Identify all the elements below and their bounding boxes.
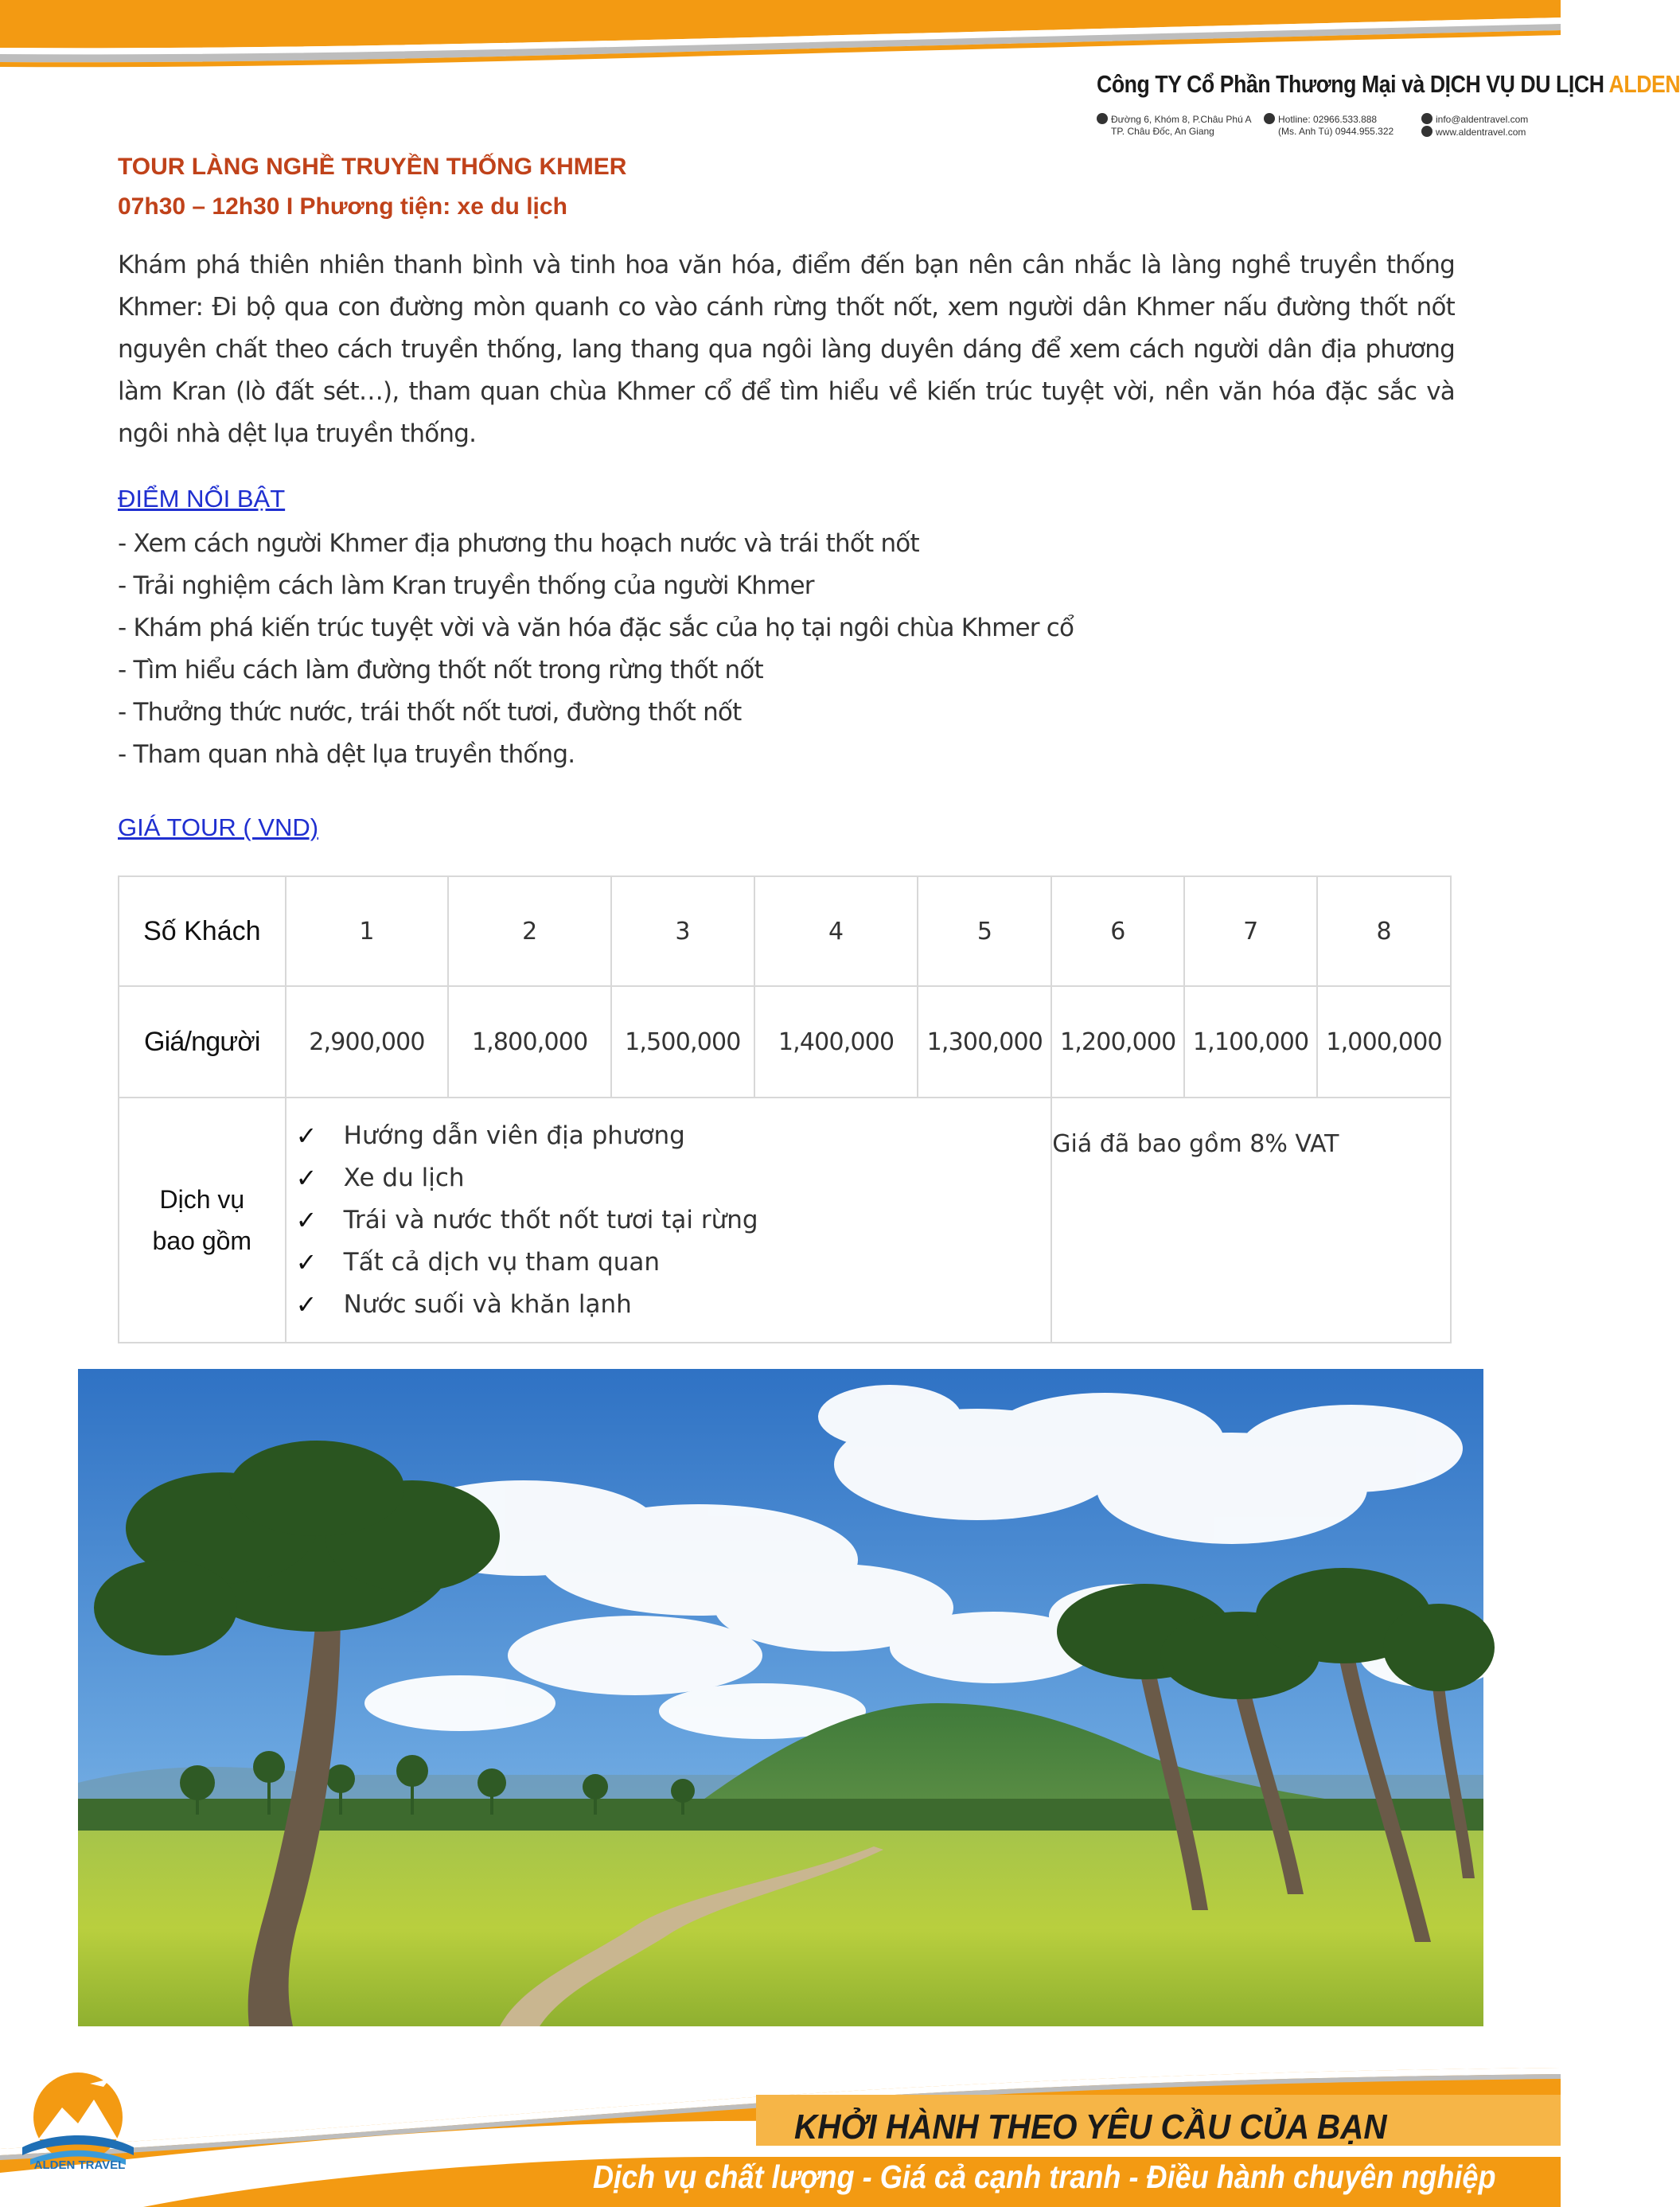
price-cell: 1,400,000	[754, 986, 918, 1098]
price-cell: 1,800,000	[448, 986, 611, 1098]
address-line2: TP. Châu Đốc, An Giang	[1111, 126, 1214, 137]
company-name	[1097, 70, 1680, 99]
list-item: - Xem cách người Khmer địa phương thu hoạch nước và trái thốt nốt	[118, 529, 919, 558]
guest-count: 6	[1051, 876, 1184, 986]
service-text: Nước suối và khăn lạnh	[343, 1289, 632, 1319]
footer-slogan-secondary: Dịch vụ chất lượng - Giá cả cạnh tranh - Điều hành chuyên nghiệp	[593, 2158, 1496, 2195]
list-item: - Tìm hiểu cách làm đường thốt nốt trong rừng thốt nốt	[118, 656, 763, 684]
email-link[interactable]: info@aldentravel.com	[1436, 114, 1529, 125]
price-cell: 1,300,000	[918, 986, 1051, 1098]
vat-note: Giá đã bao gồm 8% VAT	[1051, 1098, 1451, 1343]
service-label-line1: Dịch vụ	[159, 1185, 245, 1214]
checkmark-icon: ✓	[295, 1204, 318, 1235]
website-link[interactable]: www.aldentravel.com	[1436, 127, 1526, 138]
guest-count: 2	[448, 876, 611, 986]
alden-travel-logo	[14, 2068, 142, 2171]
guest-count: 3	[611, 876, 754, 986]
services-cell	[286, 1098, 1052, 1343]
price-cell: 2,900,000	[286, 986, 449, 1098]
web-icon	[1421, 126, 1432, 137]
header-contacts	[1097, 113, 1554, 145]
price-cell: 1,100,000	[1184, 986, 1317, 1098]
address-line1: Đường 6, Khóm 8, P.Châu Phú A	[1111, 114, 1252, 125]
tour-schedule: 07h30 – 12h30 I Phương tiện: xe du lịch	[118, 193, 567, 220]
list-item: - Thưởng thức nước, trái thốt nốt tươi, đường thốt nốt	[118, 698, 742, 727]
list-item	[295, 1199, 1051, 1242]
company-name-text: Công TY Cổ Phần Thương Mại và DỊCH VỤ DU LỊCH	[1097, 70, 1609, 98]
hotline-line1: Hotline: 02966.533.888	[1278, 114, 1378, 125]
guest-count: 5	[918, 876, 1051, 986]
email-icon	[1421, 113, 1432, 124]
price-row	[119, 986, 1451, 1098]
footer-slogan-primary: KHỞI HÀNH THEO YÊU CẦU CỦA BẠN	[794, 2108, 1387, 2147]
checkmark-icon: ✓	[295, 1246, 318, 1277]
service-row	[119, 1098, 1451, 1343]
price-label: Giá/người	[119, 986, 286, 1098]
list-item: - Tham quan nhà dệt lụa truyền thống.	[118, 740, 575, 769]
list-item: - Khám phá kiến trúc tuyệt vời và văn hóa đặc sắc của họ tại ngôi chùa Khmer cổ	[118, 614, 1074, 642]
list-item	[295, 1284, 1051, 1326]
online-block	[1421, 113, 1528, 138]
price-heading[interactable]: GIÁ TOUR ( VND)	[118, 813, 319, 841]
price-table	[118, 875, 1452, 1343]
phone-icon	[1264, 113, 1275, 124]
checkmark-icon: ✓	[295, 1120, 318, 1151]
highlights-list	[118, 523, 1455, 776]
hotline-block	[1264, 113, 1394, 138]
list-item	[295, 1242, 1051, 1284]
tour-content	[118, 147, 1455, 852]
service-text: Hướng dẫn viên địa phương	[343, 1121, 685, 1150]
company-brand: ALDEN	[1608, 70, 1680, 98]
list-item: - Trải nghiệm cách làm Kran truyền thống của người Khmer	[118, 571, 814, 600]
checkmark-icon: ✓	[295, 1162, 318, 1193]
list-item	[295, 1115, 1051, 1157]
guest-count: 1	[286, 876, 449, 986]
tour-intro: Khám phá thiên nhiên thanh bình và tinh hoa văn hóa, điểm đến bạn nên cân nhắc là làng nghề truyền thống Khmer: Đi bộ qua con đường mòn quanh co vào cánh rừng thốt nốt, xem người dân Khmer nấu đường thốt nốt nguyên chất theo cách truyền thống, lang thang qua ngôi làng duyên dáng để xem cách người dân địa phương làm Kran (lò đất sét…), tham quan chùa Khmer cổ để tìm hiểu về kiến trúc tuyệt vời, nền văn hóa đặc sắc và ngôi nhà dệt lụa truyền thống.	[118, 251, 1455, 448]
guest-count: 4	[754, 876, 918, 986]
location-pin-icon	[1097, 113, 1108, 124]
logo-text: ALDEN TRAVEL	[33, 2158, 126, 2172]
hotline-line2: (Ms. Anh Tú) 0944.955.322	[1278, 126, 1394, 137]
price-cell: 1,000,000	[1317, 986, 1451, 1098]
service-text: Xe du lịch	[343, 1163, 465, 1192]
service-text: Trái và nước thốt nốt tươi tại rừng	[343, 1205, 758, 1234]
guests-row	[119, 876, 1451, 986]
service-label-line2: bao gồm	[152, 1226, 252, 1255]
tour-title: TOUR LÀNG NGHỀ TRUYỀN THỐNG KHMER	[118, 154, 627, 180]
guest-count: 8	[1317, 876, 1451, 986]
highlights-heading[interactable]: ĐIỂM NỔI BẬT	[118, 485, 286, 513]
landscape-photo	[78, 1369, 1483, 2026]
services-list	[286, 1115, 1051, 1326]
price-cell: 1,500,000	[611, 986, 754, 1098]
list-item	[295, 1157, 1051, 1199]
checkmark-icon: ✓	[295, 1289, 318, 1320]
service-label	[119, 1098, 286, 1343]
service-text: Tất cả dịch vụ tham quan	[343, 1247, 660, 1277]
price-cell: 1,200,000	[1051, 986, 1184, 1098]
guests-label: Số Khách	[119, 876, 286, 986]
guest-count: 7	[1184, 876, 1317, 986]
address-block	[1097, 113, 1251, 138]
